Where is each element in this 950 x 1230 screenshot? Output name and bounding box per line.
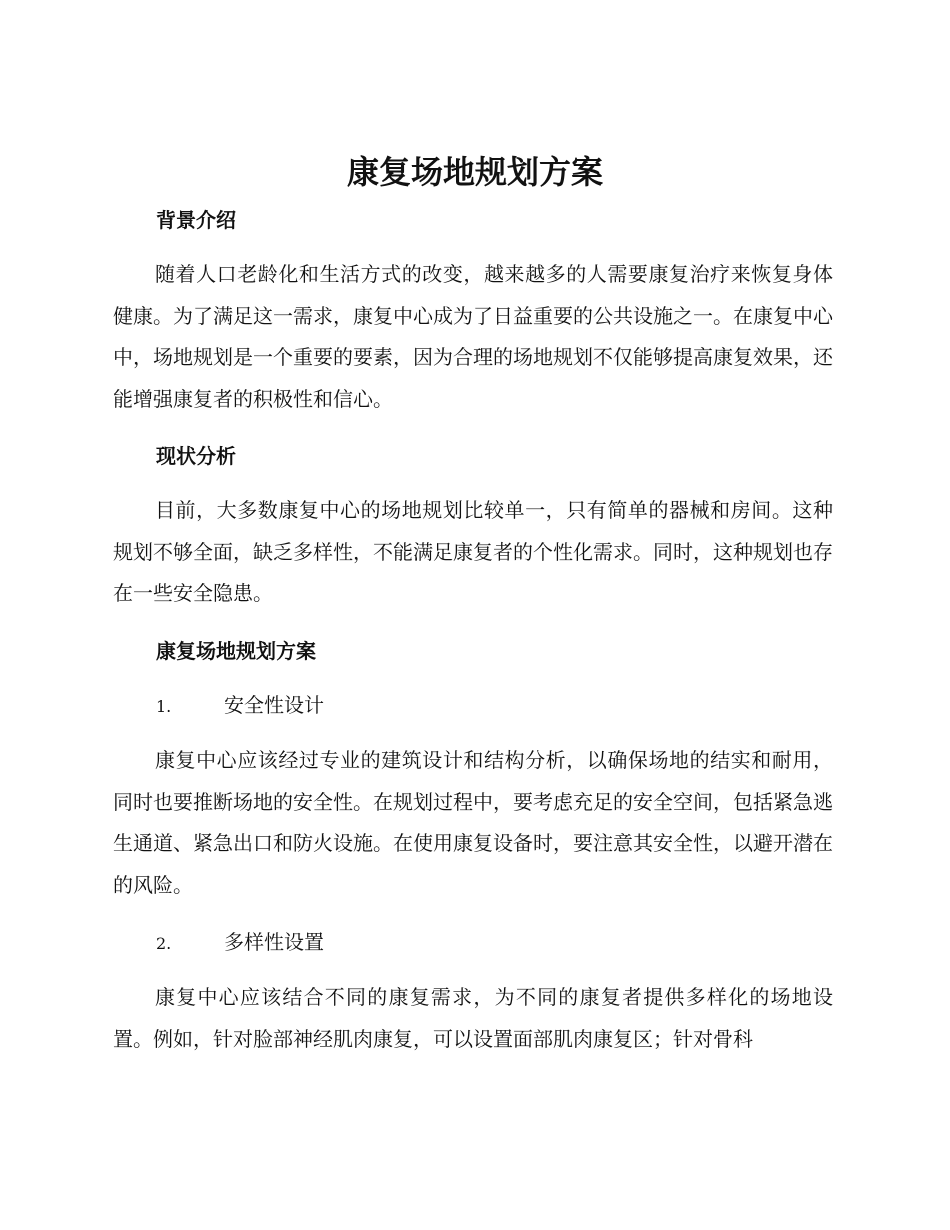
- document-title: 康复场地规划方案: [346, 153, 603, 191]
- list-item-number: 2.: [156, 934, 172, 953]
- list-item-diversity: [156, 928, 324, 958]
- section-heading-background: 背景介绍: [156, 208, 236, 232]
- list-item-label: 安全性设计: [224, 693, 324, 717]
- list-item-number: 1.: [156, 697, 172, 716]
- item-paragraph-safety: 康复中心应该经过专业的建筑设计和结构分析，以确保场地的结实和耐用，同时也要推断场地的安全性。在规划过程中，要考虑充足的安全空间，包括紧急逃生通道、紧急出口和防火设施。在使用康复设备时，要注意其安全性，以避开潜在的风险。: [113, 748, 833, 897]
- list-item-label: 多样性设置: [224, 930, 324, 954]
- section-paragraph-status: 目前，大多数康复中心的场地规划比较单一，只有简单的器械和房间。这种规划不够全面，缺乏多样性，不能满足康复者的个性化需求。同时，这种规划也存在一些安全隐患。: [113, 498, 833, 605]
- section-paragraph-background: 随着人口老龄化和生活方式的改变，越来越多的人需要康复治疗来恢复身体健康。为了满足这一需求，康复中心成为了日益重要的公共设施之一。在康复中心中，场地规划是一个重要的要素，因为合理的场地规划不仅能够提高康复效果，还能增强康复者的积极性和信心。: [113, 262, 833, 411]
- section-heading-status: 现状分析: [156, 444, 236, 468]
- list-item-safety: [156, 691, 324, 721]
- item-paragraph-diversity: 康复中心应该结合不同的康复需求，为不同的康复者提供多样化的场地设置。例如，针对脸部神经肌肉康复，可以设置面部肌肉康复区；针对骨科: [113, 985, 833, 1051]
- section-heading-plan: 康复场地规划方案: [156, 639, 316, 663]
